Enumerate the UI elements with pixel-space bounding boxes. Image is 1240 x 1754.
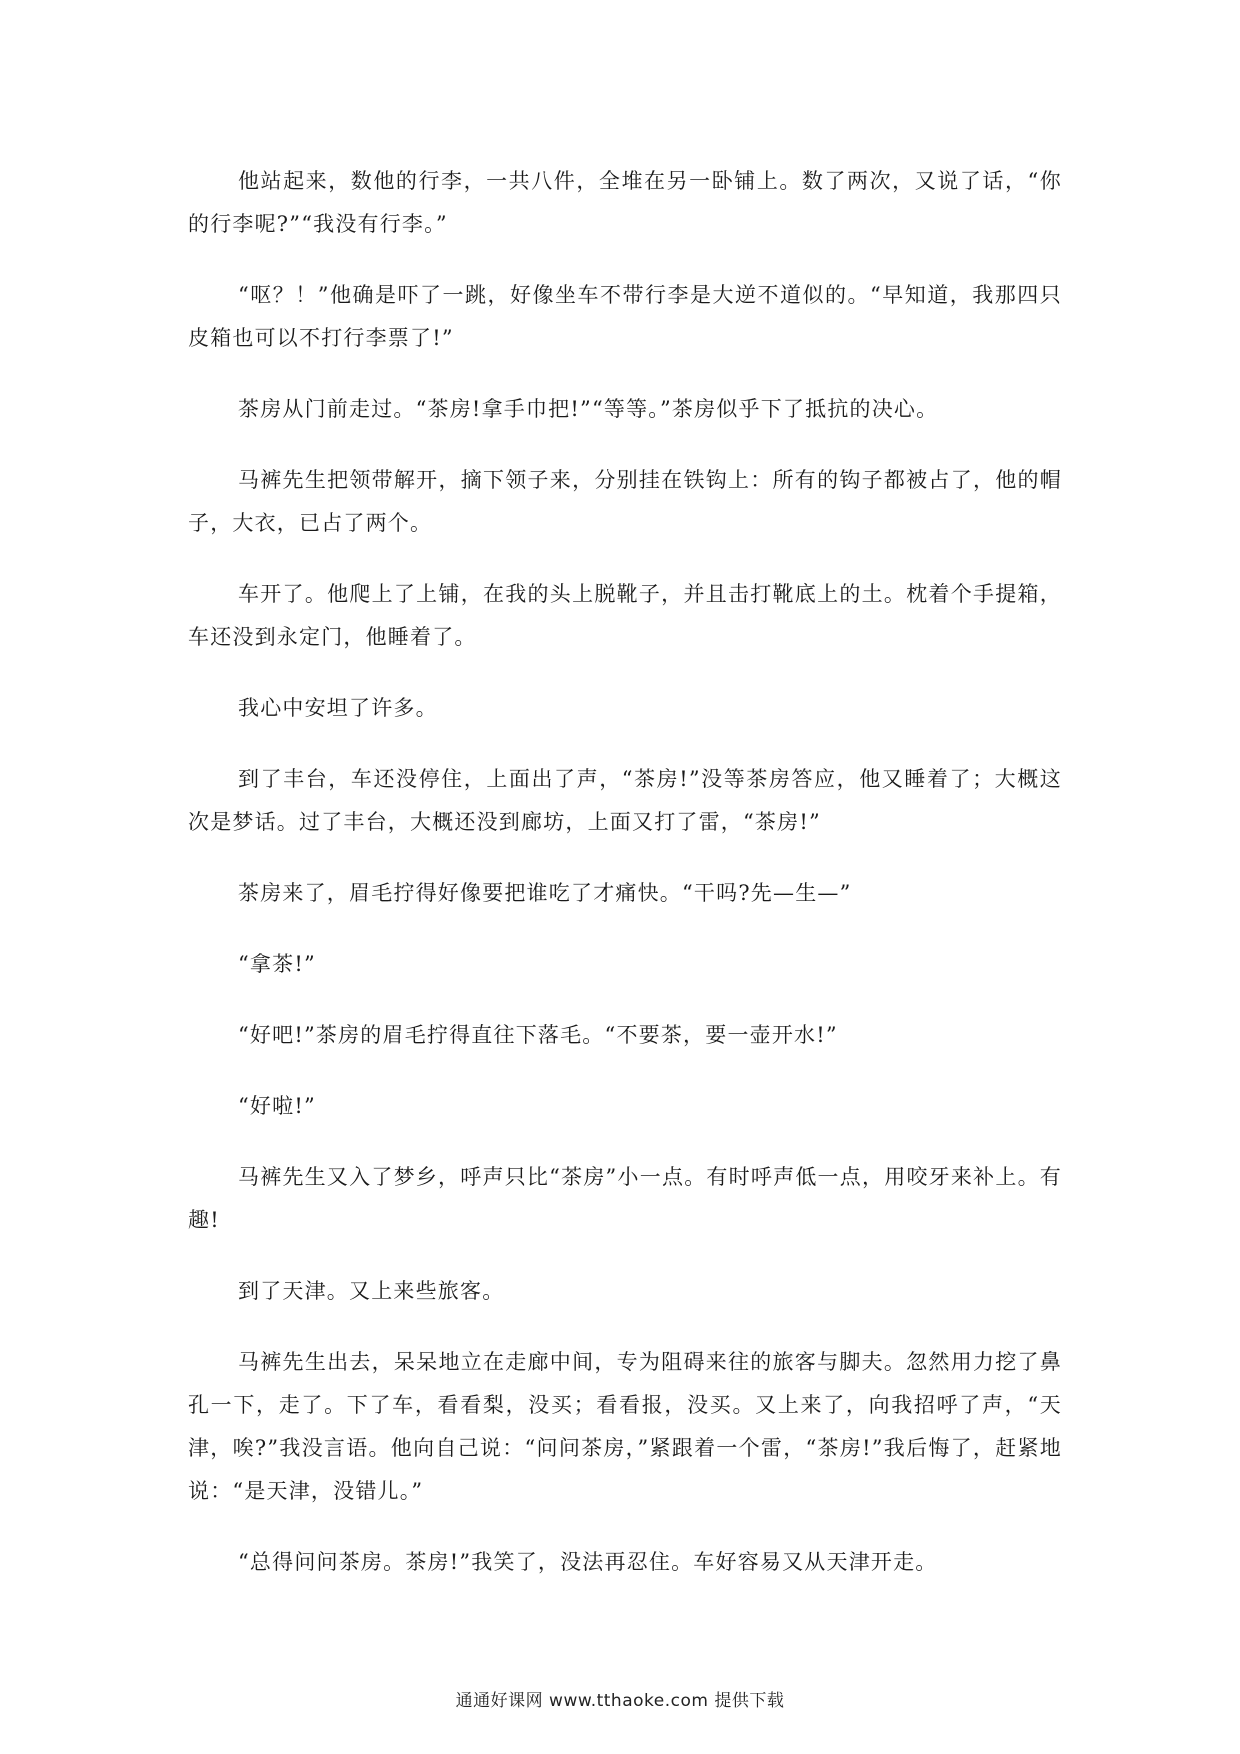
paragraph: “拿茶!”	[238, 952, 316, 976]
body-text	[188, 160, 1062, 1612]
paragraph: 茶房来了，眉毛拧得好像要把谁吃了才痛快。“干吗?先—生—”	[238, 881, 852, 905]
paragraph: 马裤先生又入了梦乡，呼声只比“茶房”小一点。有时呼声低一点，用咬牙来补上。有趣!	[188, 1165, 1062, 1232]
paragraph: 我心中安坦了许多。	[238, 696, 438, 720]
paragraph: 到了丰台，车还没停住，上面出了声，“茶房!”没等茶房答应，他又睡着了；大概这次是梦话。过了丰台，大概还没到廊坊，上面又打了雷，“茶房!”	[188, 767, 1062, 834]
paragraph: 车开了。他爬上了上铺，在我的头上脱靴子，并且击打靴底上的土。枕着个手提箱，车还没到永定门，他睡着了。	[188, 582, 1062, 649]
paragraph: “呕？！”他确是吓了一跳，好像坐车不带行李是大逆不道似的。“早知道，我那四只皮箱也可以不打行李票了!”	[188, 283, 1062, 350]
paragraph: “好吧!”茶房的眉毛拧得直往下落毛。“不要茶，要一壶开水!”	[238, 1023, 838, 1047]
paragraph: “总得问问茶房。茶房!”我笑了，没法再忍住。车好容易又从天津开走。	[238, 1550, 938, 1574]
paragraph: 他站起来，数他的行李，一共八件，全堆在另一卧铺上。数了两次，又说了话，“你的行李呢?”“我没有行李。”	[188, 169, 1062, 236]
paragraph: “好啦!”	[238, 1094, 316, 1118]
page-footer: 通通好课网 www.tthaoke.com 提供下载	[455, 1691, 785, 1711]
paragraph: 马裤先生出去，呆呆地立在走廊中间，专为阻碍来往的旅客与脚夫。忽然用力挖了鼻孔一下，走了。下了车，看看梨，没买；看看报，没买。又上来了，向我招呼了声，“天津，唉?”我没言语。他向自己说：“问问茶房，”紧跟着一个雷，“茶房!”我后悔了，赶紧地说：“是天津，没错儿。”	[188, 1350, 1062, 1503]
paragraph: 马裤先生把领带解开，摘下领子来，分别挂在铁钩上：所有的钩子都被占了，他的帽子，大衣，已占了两个。	[188, 468, 1062, 535]
paragraph: 茶房从门前走过。“茶房!拿手巾把!”“等等。”茶房似乎下了抵抗的决心。	[238, 397, 939, 421]
paragraph: 到了天津。又上来些旅客。	[238, 1279, 505, 1303]
